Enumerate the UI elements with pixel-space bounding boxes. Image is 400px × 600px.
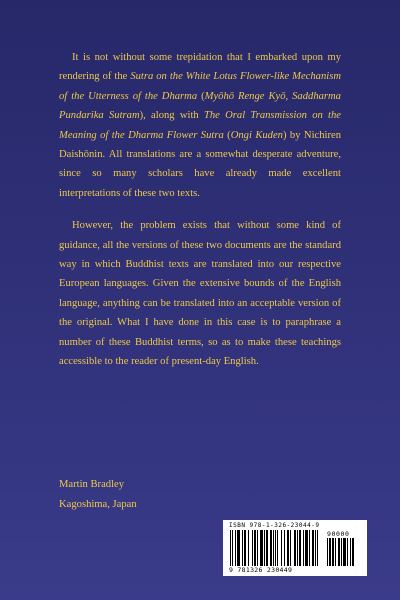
barcode-bar bbox=[248, 530, 249, 566]
barcode-bars bbox=[230, 530, 325, 566]
barcode-bar bbox=[237, 530, 240, 566]
barcode-bar bbox=[277, 530, 278, 566]
author-signature bbox=[59, 475, 137, 515]
barcode-bar bbox=[347, 538, 348, 566]
blurb-text-run: However, the problem exists that without some kind of guidance, all the versions of these two documents are the standard way in which Buddhist texts are translated into our respective European languages. Given the extensive bounds of the English language, anything can be translated into an acceptable version of the original. What I have done in this case is to paraphrase a number of these Buddhist terms, so as to make these teachings accessible to the reader of present-day English. bbox=[59, 220, 341, 368]
barcode-digits: 9 781326 230449 bbox=[229, 566, 293, 574]
barcode-bar bbox=[232, 530, 233, 566]
barcode-bar bbox=[254, 530, 256, 566]
barcode-bar bbox=[270, 530, 272, 566]
isbn-barcode bbox=[223, 520, 367, 576]
barcode-bar bbox=[244, 530, 246, 566]
author-location: Kagoshima, Japan bbox=[59, 499, 137, 510]
barcode-bar bbox=[294, 530, 296, 566]
barcode-bar bbox=[352, 538, 354, 566]
barcode-bar bbox=[350, 538, 351, 566]
barcode-bar bbox=[266, 530, 268, 566]
sutra-title-english: Sutra on the White Lotus Flower-like Mechanism of the Utterness of the Dharma bbox=[59, 71, 341, 102]
barcode-bar bbox=[341, 538, 342, 566]
barcode-addon-bars bbox=[327, 538, 361, 566]
barcode-bar bbox=[281, 530, 282, 566]
barcode-bar bbox=[235, 530, 236, 566]
barcode-bar bbox=[309, 530, 310, 566]
barcode-bar bbox=[338, 538, 340, 566]
barcode-bar bbox=[273, 530, 274, 566]
barcode-bar bbox=[264, 530, 265, 566]
blurb-text-run: It is not without some trepidation that I embarked upon my rendering of the bbox=[59, 52, 341, 83]
barcode-bar bbox=[287, 530, 289, 566]
barcode-bar bbox=[327, 538, 328, 566]
ongi-kuden-title: Ongi Kuden bbox=[230, 129, 283, 141]
barcode-bar bbox=[305, 530, 308, 566]
barcode-bar bbox=[329, 538, 331, 566]
barcode-bar bbox=[332, 538, 334, 566]
barcode-bar bbox=[284, 530, 285, 566]
barcode-bar bbox=[343, 538, 346, 566]
blurb-text-run: ( bbox=[223, 129, 231, 141]
barcode-bar bbox=[312, 530, 314, 566]
barcode-addon-digits: 90000 bbox=[327, 530, 350, 538]
blurb-text bbox=[59, 48, 341, 372]
barcode-bar bbox=[335, 538, 336, 566]
barcode-bar bbox=[315, 530, 316, 566]
barcode-bar bbox=[252, 530, 253, 566]
sutra-title-original: Myōhō Renge Kyō, Saddharma Pundarika Sutram bbox=[59, 90, 341, 122]
barcode-bar bbox=[275, 530, 276, 566]
isbn-label: ISBN 978-1-326-23044-9 bbox=[229, 522, 320, 529]
barcode-bar bbox=[242, 530, 243, 566]
barcode-bar bbox=[299, 530, 301, 566]
blurb-paragraph-1 bbox=[59, 48, 341, 203]
oral-transmission-title: The Oral Transmission on the Meaning of the Dharma Flower Sutra bbox=[59, 110, 342, 141]
author-name: Martin Bradley bbox=[59, 479, 125, 490]
barcode-bar bbox=[297, 530, 298, 566]
blurb-text-run: ) by Nichiren Daishōnin. All translations are a somewhat desperate adventure, since so many scholars have already made excellent interpretations of these two texts. bbox=[59, 129, 341, 199]
barcode-bar bbox=[230, 530, 231, 566]
blurb-paragraph-2 bbox=[59, 216, 341, 371]
barcode-bar bbox=[317, 530, 318, 566]
blurb-text-run: ( bbox=[197, 90, 205, 102]
blurb-text-run: ), along with bbox=[139, 110, 204, 122]
barcode-bar bbox=[257, 530, 258, 566]
barcode-bar bbox=[290, 530, 291, 566]
barcode-bar bbox=[303, 530, 304, 566]
barcode-bar bbox=[260, 530, 263, 566]
